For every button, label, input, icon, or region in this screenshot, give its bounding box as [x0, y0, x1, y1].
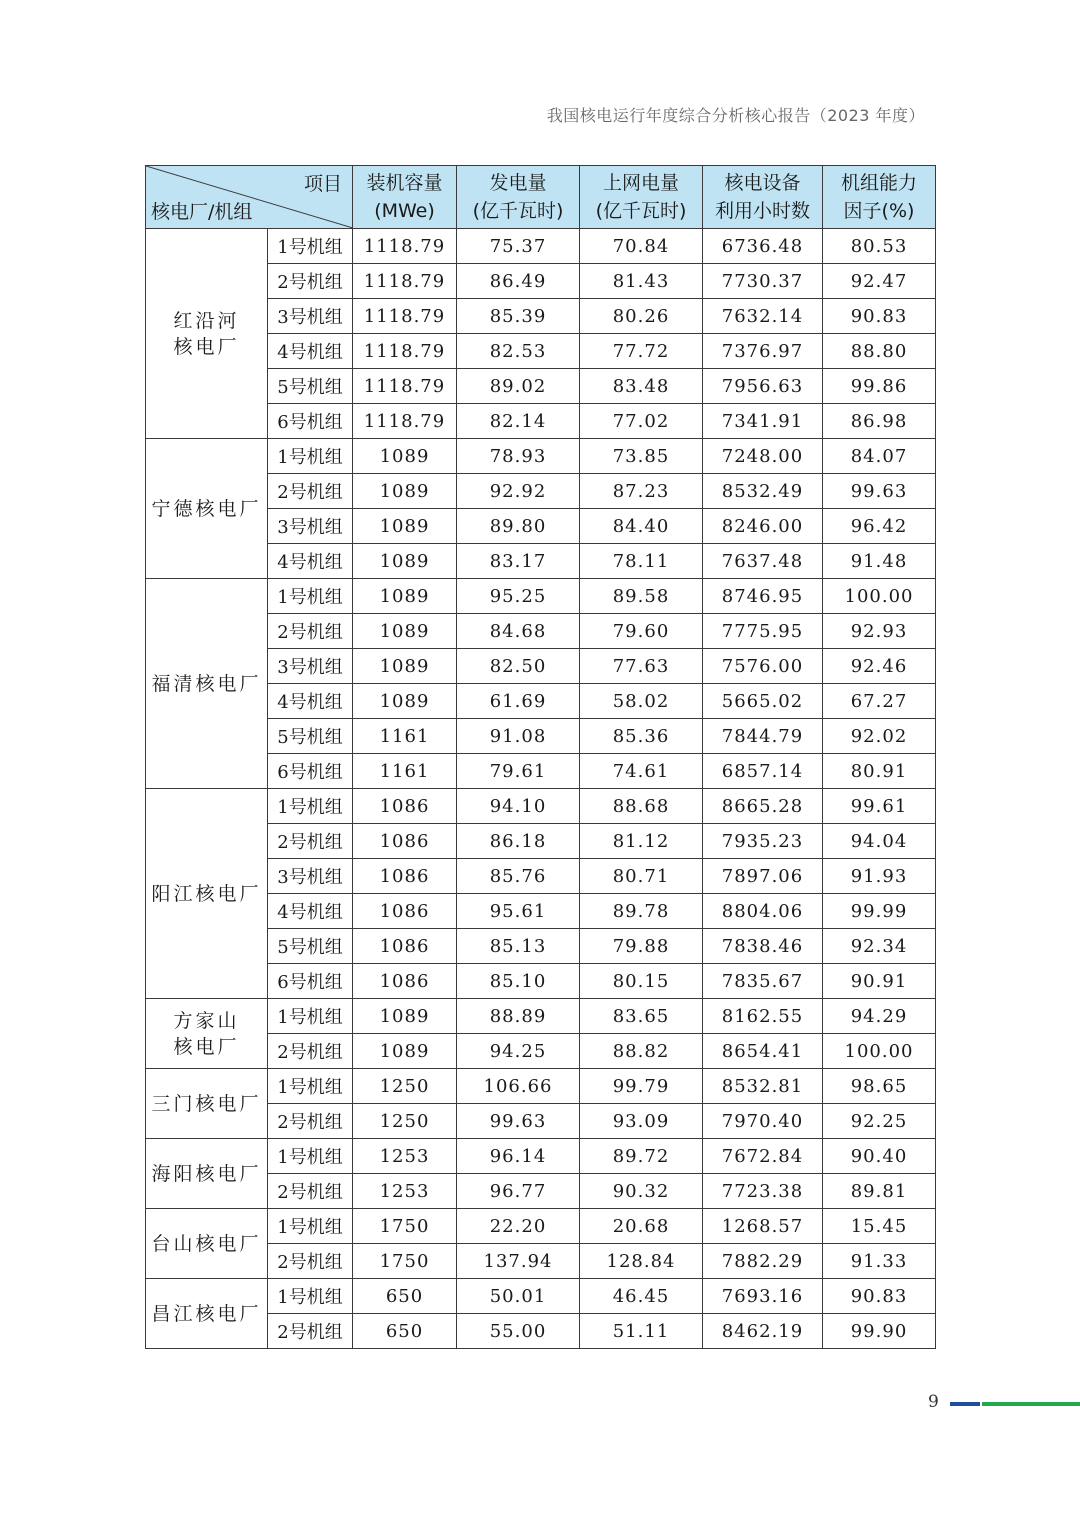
plant-name-line: 福清核电厂 [151, 672, 262, 695]
capability-factor-cell: 92.46 [823, 649, 936, 684]
capacity-cell: 1089 [353, 614, 457, 649]
capacity-cell: 1089 [353, 684, 457, 719]
table-row [146, 1279, 936, 1314]
unit-name-cell: 1号机组 [268, 439, 353, 474]
generation-cell: 78.93 [457, 439, 580, 474]
capability-factor-cell: 98.65 [823, 1069, 936, 1104]
grid-output-cell: 128.84 [580, 1244, 703, 1279]
capacity-cell: 1118.79 [353, 229, 457, 264]
unit-name-cell: 2号机组 [268, 1314, 353, 1349]
capability-factor-cell: 67.27 [823, 684, 936, 719]
generation-cell: 89.80 [457, 509, 580, 544]
capability-factor-cell: 99.99 [823, 894, 936, 929]
grid-output-cell: 78.11 [580, 544, 703, 579]
grid-output-cell: 81.12 [580, 824, 703, 859]
utilization-hours-cell: 7341.91 [703, 404, 823, 439]
grid-output-cell: 89.78 [580, 894, 703, 929]
grid-output-cell: 58.02 [580, 684, 703, 719]
column-header-line1: 装机容量 [366, 172, 443, 194]
capacity-cell: 1086 [353, 859, 457, 894]
table-row [146, 1069, 936, 1104]
footer-accent-bar-blue [950, 1402, 980, 1406]
capability-factor-cell: 80.53 [823, 229, 936, 264]
unit-name-cell: 1号机组 [268, 579, 353, 614]
generation-cell: 85.39 [457, 299, 580, 334]
unit-name-cell: 3号机组 [268, 509, 353, 544]
column-header-generation [457, 166, 580, 229]
unit-name-cell: 2号机组 [268, 1174, 353, 1209]
grid-output-cell: 79.88 [580, 929, 703, 964]
utilization-hours-cell: 7844.79 [703, 719, 823, 754]
utilization-hours-cell: 8532.49 [703, 474, 823, 509]
capacity-cell: 1250 [353, 1069, 457, 1104]
grid-output-cell: 88.68 [580, 789, 703, 824]
utilization-hours-cell: 7838.46 [703, 929, 823, 964]
utilization-hours-cell: 6736.48 [703, 229, 823, 264]
generation-cell: 86.49 [457, 264, 580, 299]
capacity-cell: 1250 [353, 1104, 457, 1139]
grid-output-cell: 81.43 [580, 264, 703, 299]
generation-cell: 55.00 [457, 1314, 580, 1349]
capability-factor-cell: 100.00 [823, 579, 936, 614]
capability-factor-cell: 80.91 [823, 754, 936, 789]
utilization-hours-cell: 8532.81 [703, 1069, 823, 1104]
unit-name-cell: 5号机组 [268, 719, 353, 754]
nuclear-plant-table [145, 165, 936, 1349]
grid-output-cell: 77.63 [580, 649, 703, 684]
plant-name-line: 核电厂 [173, 1035, 240, 1058]
grid-output-cell: 84.40 [580, 509, 703, 544]
capacity-cell: 1089 [353, 544, 457, 579]
unit-name-cell: 5号机组 [268, 369, 353, 404]
grid-output-cell: 74.61 [580, 754, 703, 789]
utilization-hours-cell: 7970.40 [703, 1104, 823, 1139]
capacity-cell: 650 [353, 1314, 457, 1349]
capability-factor-cell: 100.00 [823, 1034, 936, 1069]
plant-name-cell [146, 1069, 268, 1139]
grid-output-cell: 80.71 [580, 859, 703, 894]
plant-name-line: 昌江核电厂 [151, 1302, 262, 1325]
grid-output-cell: 85.36 [580, 719, 703, 754]
capability-factor-cell: 99.63 [823, 474, 936, 509]
column-header-line1: 发电量 [489, 172, 547, 194]
capacity-cell: 1118.79 [353, 264, 457, 299]
plant-name-cell [146, 579, 268, 789]
utilization-hours-cell: 7693.16 [703, 1279, 823, 1314]
plant-name-cell [146, 999, 268, 1069]
capacity-cell: 650 [353, 1279, 457, 1314]
generation-cell: 94.25 [457, 1034, 580, 1069]
capacity-cell: 1089 [353, 579, 457, 614]
grid-output-cell: 89.72 [580, 1139, 703, 1174]
utilization-hours-cell: 7897.06 [703, 859, 823, 894]
capacity-cell: 1086 [353, 964, 457, 999]
generation-cell: 99.63 [457, 1104, 580, 1139]
grid-output-cell: 90.32 [580, 1174, 703, 1209]
unit-name-cell: 2号机组 [268, 1104, 353, 1139]
generation-cell: 106.66 [457, 1069, 580, 1104]
column-header-line2: 利用小时数 [714, 200, 810, 222]
table-row [146, 439, 936, 474]
capacity-cell: 1086 [353, 894, 457, 929]
generation-cell: 79.61 [457, 754, 580, 789]
table-row [146, 1209, 936, 1244]
plant-name-line: 海阳核电厂 [151, 1162, 262, 1185]
capability-factor-cell: 88.80 [823, 334, 936, 369]
capacity-cell: 1118.79 [353, 369, 457, 404]
grid-output-cell: 51.11 [580, 1314, 703, 1349]
plant-name-cell [146, 229, 268, 439]
corner-top-label: 项目 [303, 173, 342, 195]
capability-factor-cell: 92.02 [823, 719, 936, 754]
capability-factor-cell: 90.40 [823, 1139, 936, 1174]
capability-factor-cell: 86.98 [823, 404, 936, 439]
unit-name-cell: 5号机组 [268, 929, 353, 964]
table-row [146, 229, 936, 264]
column-header-utilization-hours [703, 166, 823, 229]
grid-output-cell: 87.23 [580, 474, 703, 509]
grid-output-cell: 89.58 [580, 579, 703, 614]
utilization-hours-cell: 7775.95 [703, 614, 823, 649]
capacity-cell: 1118.79 [353, 404, 457, 439]
generation-cell: 96.14 [457, 1139, 580, 1174]
unit-name-cell: 1号机组 [268, 1209, 353, 1244]
capacity-cell: 1089 [353, 1034, 457, 1069]
unit-name-cell: 3号机组 [268, 299, 353, 334]
unit-name-cell: 4号机组 [268, 684, 353, 719]
utilization-hours-cell: 7935.23 [703, 824, 823, 859]
column-header-line2: 因子(%) [843, 200, 915, 222]
unit-name-cell: 6号机组 [268, 404, 353, 439]
capacity-cell: 1750 [353, 1209, 457, 1244]
unit-name-cell: 4号机组 [268, 334, 353, 369]
utilization-hours-cell: 8462.19 [703, 1314, 823, 1349]
generation-cell: 92.92 [457, 474, 580, 509]
unit-name-cell: 4号机组 [268, 544, 353, 579]
grid-output-cell: 80.15 [580, 964, 703, 999]
capability-factor-cell: 92.25 [823, 1104, 936, 1139]
utilization-hours-cell: 8162.55 [703, 999, 823, 1034]
capacity-cell: 1086 [353, 824, 457, 859]
utilization-hours-cell: 8804.06 [703, 894, 823, 929]
unit-name-cell: 1号机组 [268, 1139, 353, 1174]
plant-name-cell [146, 1209, 268, 1279]
grid-output-cell: 77.72 [580, 334, 703, 369]
generation-cell: 85.76 [457, 859, 580, 894]
utilization-hours-cell: 7376.97 [703, 334, 823, 369]
unit-name-cell: 1号机组 [268, 789, 353, 824]
generation-cell: 75.37 [457, 229, 580, 264]
running-header: 我国核电运行年度综合分析核心报告（2023 年度） [546, 106, 925, 125]
capability-factor-cell: 92.47 [823, 264, 936, 299]
utilization-hours-cell: 5665.02 [703, 684, 823, 719]
capability-factor-cell: 99.90 [823, 1314, 936, 1349]
table-header [146, 166, 936, 229]
utilization-hours-cell: 7576.00 [703, 649, 823, 684]
generation-cell: 22.20 [457, 1209, 580, 1244]
utilization-hours-cell: 8654.41 [703, 1034, 823, 1069]
generation-cell: 88.89 [457, 999, 580, 1034]
generation-cell: 61.69 [457, 684, 580, 719]
generation-cell: 94.10 [457, 789, 580, 824]
capability-factor-cell: 90.83 [823, 299, 936, 334]
generation-cell: 82.50 [457, 649, 580, 684]
plant-name-cell [146, 789, 268, 999]
generation-cell: 95.25 [457, 579, 580, 614]
column-header-line1: 上网电量 [602, 172, 679, 194]
plant-name-line: 宁德核电厂 [151, 497, 262, 520]
capacity-cell: 1086 [353, 789, 457, 824]
capacity-cell: 1253 [353, 1174, 457, 1209]
utilization-hours-cell: 8746.95 [703, 579, 823, 614]
column-header-capability-factor [823, 166, 936, 229]
capability-factor-cell: 99.61 [823, 789, 936, 824]
grid-output-cell: 88.82 [580, 1034, 703, 1069]
capacity-cell: 1089 [353, 439, 457, 474]
capability-factor-cell: 91.33 [823, 1244, 936, 1279]
unit-name-cell: 6号机组 [268, 754, 353, 789]
capability-factor-cell: 15.45 [823, 1209, 936, 1244]
capacity-cell: 1118.79 [353, 299, 457, 334]
capacity-cell: 1089 [353, 509, 457, 544]
plant-name-cell [146, 1139, 268, 1209]
plant-name-cell [146, 1279, 268, 1349]
generation-cell: 82.53 [457, 334, 580, 369]
unit-name-cell: 6号机组 [268, 964, 353, 999]
utilization-hours-cell: 7248.00 [703, 439, 823, 474]
capability-factor-cell: 90.83 [823, 1279, 936, 1314]
table-body [146, 229, 936, 1349]
grid-output-cell: 46.45 [580, 1279, 703, 1314]
grid-output-cell: 20.68 [580, 1209, 703, 1244]
unit-name-cell: 2号机组 [268, 1034, 353, 1069]
unit-name-cell: 3号机组 [268, 859, 353, 894]
unit-name-cell: 1号机组 [268, 229, 353, 264]
column-header-line2: (亿千瓦时) [472, 200, 564, 222]
column-header-line1: 机组能力 [840, 172, 917, 194]
plant-name-line: 阳江核电厂 [151, 882, 262, 905]
capacity-cell: 1089 [353, 649, 457, 684]
plant-name-cell [146, 439, 268, 579]
generation-cell: 50.01 [457, 1279, 580, 1314]
table-row [146, 999, 936, 1034]
utilization-hours-cell: 1268.57 [703, 1209, 823, 1244]
utilization-hours-cell: 7723.38 [703, 1174, 823, 1209]
capacity-cell: 1750 [353, 1244, 457, 1279]
grid-output-cell: 83.65 [580, 999, 703, 1034]
generation-cell: 83.17 [457, 544, 580, 579]
grid-output-cell: 79.60 [580, 614, 703, 649]
column-header-line2: (亿千瓦时) [595, 200, 687, 222]
utilization-hours-cell: 7882.29 [703, 1244, 823, 1279]
grid-output-cell: 93.09 [580, 1104, 703, 1139]
generation-cell: 95.61 [457, 894, 580, 929]
utilization-hours-cell: 8665.28 [703, 789, 823, 824]
utilization-hours-cell: 7956.63 [703, 369, 823, 404]
grid-output-cell: 80.26 [580, 299, 703, 334]
grid-output-cell: 77.02 [580, 404, 703, 439]
generation-cell: 91.08 [457, 719, 580, 754]
capability-factor-cell: 91.48 [823, 544, 936, 579]
generation-cell: 86.18 [457, 824, 580, 859]
capacity-cell: 1118.79 [353, 334, 457, 369]
utilization-hours-cell: 7637.48 [703, 544, 823, 579]
generation-cell: 85.10 [457, 964, 580, 999]
table-row [146, 579, 936, 614]
unit-name-cell: 2号机组 [268, 264, 353, 299]
capability-factor-cell: 92.34 [823, 929, 936, 964]
plant-name-line: 红沿河 [173, 309, 240, 332]
generation-cell: 84.68 [457, 614, 580, 649]
utilization-hours-cell: 7730.37 [703, 264, 823, 299]
utilization-hours-cell: 7672.84 [703, 1139, 823, 1174]
capacity-cell: 1161 [353, 754, 457, 789]
capacity-cell: 1089 [353, 474, 457, 509]
grid-output-cell: 73.85 [580, 439, 703, 474]
grid-output-cell: 99.79 [580, 1069, 703, 1104]
corner-header-cell [146, 166, 353, 229]
capacity-cell: 1161 [353, 719, 457, 754]
generation-cell: 89.02 [457, 369, 580, 404]
column-header-line2: (MWe) [374, 200, 435, 222]
capability-factor-cell: 91.93 [823, 859, 936, 894]
capacity-cell: 1253 [353, 1139, 457, 1174]
capacity-cell: 1086 [353, 929, 457, 964]
unit-name-cell: 1号机组 [268, 1069, 353, 1104]
generation-cell: 96.77 [457, 1174, 580, 1209]
utilization-hours-cell: 7835.67 [703, 964, 823, 999]
unit-name-cell: 2号机组 [268, 614, 353, 649]
capability-factor-cell: 89.81 [823, 1174, 936, 1209]
grid-output-cell: 83.48 [580, 369, 703, 404]
unit-name-cell: 2号机组 [268, 1244, 353, 1279]
utilization-hours-cell: 6857.14 [703, 754, 823, 789]
capability-factor-cell: 94.29 [823, 999, 936, 1034]
unit-name-cell: 2号机组 [268, 824, 353, 859]
generation-cell: 137.94 [457, 1244, 580, 1279]
unit-name-cell: 4号机组 [268, 894, 353, 929]
plant-name-line: 核电厂 [173, 335, 240, 358]
unit-name-cell: 1号机组 [268, 999, 353, 1034]
capacity-cell: 1089 [353, 999, 457, 1034]
capability-factor-cell: 84.07 [823, 439, 936, 474]
grid-output-cell: 70.84 [580, 229, 703, 264]
capability-factor-cell: 90.91 [823, 964, 936, 999]
corner-bottom-label: 核电厂/机组 [151, 201, 253, 223]
capability-factor-cell: 94.04 [823, 824, 936, 859]
plant-name-line: 台山核电厂 [151, 1232, 262, 1255]
generation-cell: 82.14 [457, 404, 580, 439]
capability-factor-cell: 96.42 [823, 509, 936, 544]
plant-name-line: 方家山 [173, 1009, 240, 1032]
plant-name-line: 三门核电厂 [151, 1092, 262, 1115]
generation-cell: 85.13 [457, 929, 580, 964]
unit-name-cell: 1号机组 [268, 1279, 353, 1314]
column-header-capacity [353, 166, 457, 229]
utilization-hours-cell: 7632.14 [703, 299, 823, 334]
column-header-line1: 核电设备 [724, 172, 801, 194]
unit-name-cell: 2号机组 [268, 474, 353, 509]
capability-factor-cell: 92.93 [823, 614, 936, 649]
table-row [146, 789, 936, 824]
column-header-grid-output [580, 166, 703, 229]
utilization-hours-cell: 8246.00 [703, 509, 823, 544]
capability-factor-cell: 99.86 [823, 369, 936, 404]
footer-accent-bar-green [982, 1402, 1080, 1406]
unit-name-cell: 3号机组 [268, 649, 353, 684]
page-number: 9 [928, 1392, 939, 1412]
table-row [146, 1139, 936, 1174]
